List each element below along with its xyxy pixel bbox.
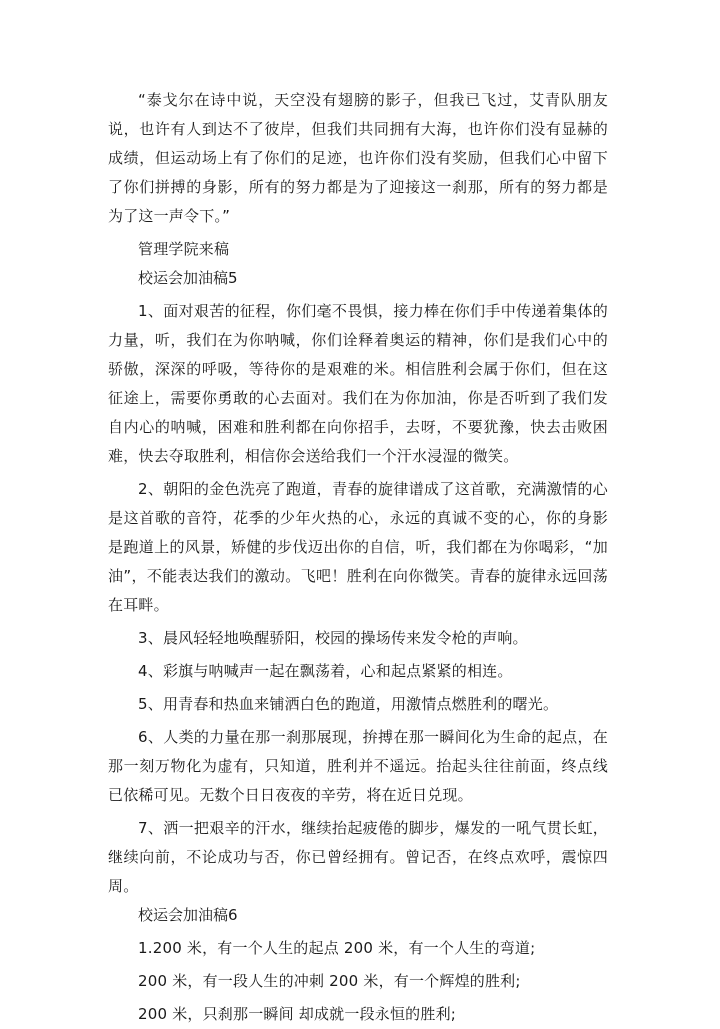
cheer-item-1: 1、面对艰苦的征程，你们毫不畏惧，接力棒在你们手中传递着集体的力量，听，我们在为你呐喊，你们诠释着奥运的精神，你们是我们心中的骄傲，深深的呼吸，等待你的是艰难的米。相信胜利会属于你们，但在这征途上，需要你勇敢的心去面对。我们在为你加油，你是否听到了我们发自内心的呐喊，困难和胜利都在向你招手，去呀，不要犹豫，快去击败困难，快去夺取胜利，相信你会送给我们一个汗水浸湿的微笑。 (108, 302, 608, 465)
cheer-item-4: 4、彩旗与呐喊声一起在飘荡着，心和起点紧紧的相连。 (138, 662, 513, 680)
poem-line-2: 200 米，有一段人生的冲刺 200 米，有一个辉煌的胜利; (138, 972, 521, 990)
poem-line-1: 1.200 米，有一个人生的起点 200 米，有一个人生的弯道; (138, 939, 536, 957)
section-heading-6: 校运会加油稿6 (138, 906, 238, 924)
quote-paragraph: “泰戈尔在诗中说，天空没有翅膀的影子，但我已飞过，艾青队朋友说，也许有人到达不了彼岸，但我们共同拥有大海，也许你们没有显赫的成绩，但运动场上有了你们的足迹，也许你们没有奖励，但我们心中留下了你们拼搏的身影，所有的努力都是为了迎接这一刹那，所有的努力都是为了这一声令下。” (108, 91, 608, 225)
source-line: 管理学院来稿 (138, 240, 230, 258)
cheer-item-3: 3、晨风轻轻地唤醒骄阳，校园的操场传来发令枪的声响。 (138, 629, 528, 647)
section-heading-5: 校运会加油稿5 (138, 269, 238, 287)
cheer-item-2: 2、朝阳的金色洗亮了跑道，青春的旋律谱成了这首歌，充满激情的心是这首歌的音符，花季的少年火热的心，永远的真诚不变的心，你的身影是跑道上的风景，矫健的步伐迈出你的自信，听，我们都在为你喝彩，“加油”，不能表达我们的激动。飞吧！胜利在向你微笑。青春的旋律永远回荡在耳畔。 (108, 480, 608, 614)
document-body (108, 86, 608, 1029)
cheer-item-7: 7、洒一把艰辛的汗水，继续抬起疲倦的脚步，爆发的一吼气贯长虹，继续向前，不论成功与否，你已曾经拥有。曾记否，在终点欢呼，震惊四周。 (108, 819, 608, 895)
cheer-item-6: 6、人类的力量在那一刹那展现，拚搏在那一瞬间化为生命的起点，在那一刻万物化为虚有，只知道，胜利并不遥远。抬起头往往前面，终点线已依稀可见。无数个日日夜夜的辛劳，将在近日兑现。 (108, 728, 608, 804)
cheer-item-5: 5、用青春和热血来铺洒白色的跑道，用激情点燃胜利的曙光。 (138, 695, 559, 713)
poem-line-3: 200 米，只刹那一瞬间 却成就一段永恒的胜利; (138, 1005, 457, 1023)
